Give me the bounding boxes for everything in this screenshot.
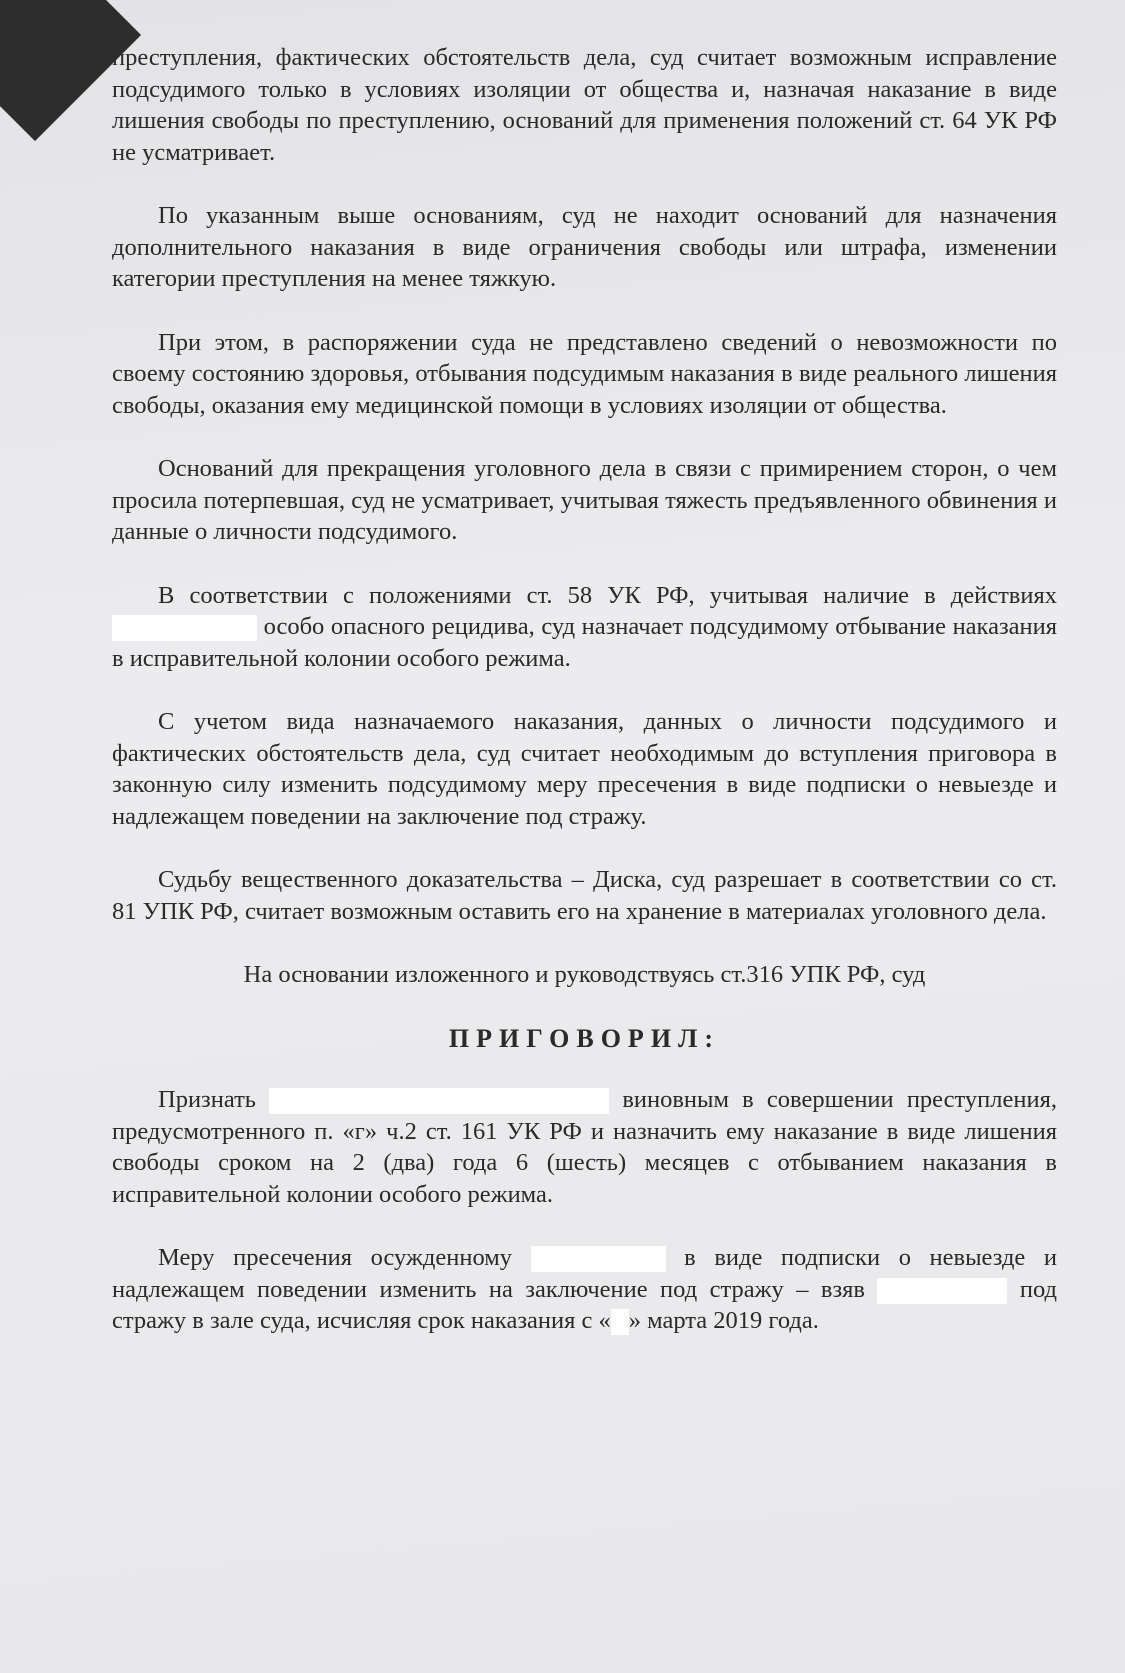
paragraph-5-part-a: В соответствии с положениями ст. 58 УК РФ, учитывая наличие в действиях (158, 581, 1057, 609)
paragraph-3: При этом, в распоряжении суда не представлено сведений о невозможности по своему состоянию здоровья, отбывания подсудимым наказания в виде реального лишения свободы, оказания ему медицинской помощи в условиях изоляции от общества. (112, 328, 1057, 419)
paragraph-8: На основании изложенного и руководствуясь ст.316 УПК РФ, суд (243, 961, 926, 988)
redacted-day (611, 1309, 629, 1335)
paragraph-10-part-c: под стражу в зале суда, исчисляя срок наказания с « (112, 1275, 1057, 1334)
paragraph-9-part-b: виновным в совершении преступления, предусмотренного п. «г» ч.2 ст. 161 УК РФ и назначить ему наказание в виде лишения свободы сроком на 2 (два) года 6 (шесть) месяцев с отбыванием наказания в исправительной колонии особого режима. (112, 1086, 1058, 1208)
paragraph-2: По указанным выше основаниям, суд не находит оснований для назначения дополнительного наказания в виде ограничения свободы или штрафа, изменении категории преступления на менее тяжкую. (112, 202, 1057, 292)
paragraph-9 (112, 1084, 1057, 1210)
redacted-name (269, 1088, 609, 1114)
paragraph-1: преступления, фактических обстоятельств дела, суд считает возможным исправление подсудимого только в условиях изоляции от общества и, назначая наказание в виде лишения свободы по преступлению, оснований для применения положений ст. 64 УК РФ не усматривает. (112, 44, 1057, 166)
redacted-name (531, 1246, 666, 1272)
document-body (112, 42, 1057, 1369)
verdict-heading: ПРИГОВОРИЛ: (448, 1023, 721, 1053)
paragraph-10-part-b: в виде подписки о невыезде и надлежащем поведении изменить на заключение под стражу – взяв (112, 1244, 1057, 1303)
paragraph-5-part-b: особо опасного рецидива, суд назначает подсудимому отбывание наказания в исправительной колонии особого режима. (112, 613, 1058, 672)
paragraph-10 (112, 1242, 1057, 1337)
paragraph-10-part-d: » марта 2019 года. (628, 1307, 819, 1334)
paragraph-9-part-a: Признать (158, 1086, 256, 1113)
paragraph-6: С учетом вида назначаемого наказания, данных о личности подсудимого и фактических обстоятельств дела, суд считает необходимым до вступления приговора в законную силу изменить подсудимому меру пресечения в виде подписки о невыезде и надлежащем поведении на заключение под стражу. (112, 708, 1057, 830)
paragraph-5 (112, 580, 1057, 675)
paragraph-10-part-a: Меру пресечения осужденному (158, 1244, 513, 1271)
paragraph-7: Судьбу вещественного доказательства – Диска, суд разрешает в соответствии со ст. 81 УПК РФ, считает возможным оставить его на хранение в материалах уголовного дела. (112, 866, 1057, 925)
redacted-name (877, 1278, 1007, 1304)
paragraph-4: Оснований для прекращения уголовного дела в связи с примирением сторон, о чем просила потерпевшая, суд не усматривает, учитывая тяжесть предъявленного обвинения и данные о личности подсудимого. (112, 455, 1057, 545)
redacted-name (112, 615, 257, 641)
